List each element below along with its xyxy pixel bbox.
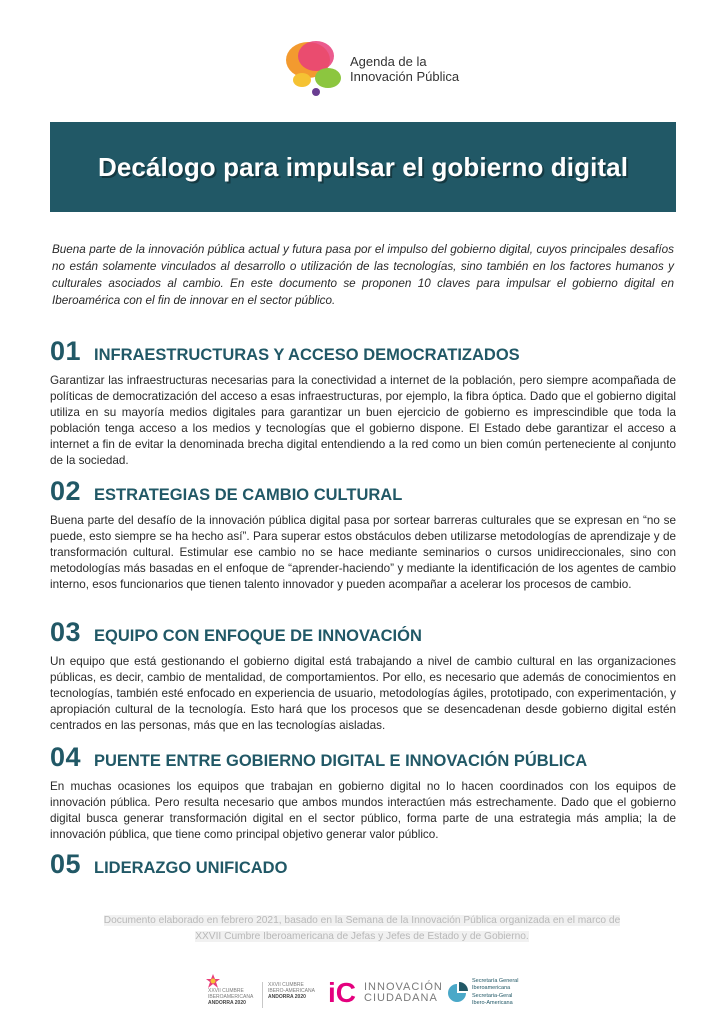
partner-logos	[206, 972, 526, 1012]
segib-icon	[446, 982, 468, 1004]
section-title: ESTRATEGIAS DE CAMBIO CULTURAL	[94, 486, 403, 504]
brand-line-1: Agenda de la	[350, 54, 427, 69]
intro-paragraph: Buena parte de la innovación pública actual y futura pasa por el impulso del gobierno digital, cuyos principales desafíos no están solamente vinculados al desarrollo o utilización de las tecnologías, sino también en los factores humanos y culturales asociados al cambio. En este documento se proponen 10 claves para impulsar el gobierno digital en Iberoamérica con el fin de innovar en el sector público.	[52, 243, 674, 307]
section-heading	[50, 336, 676, 372]
segib-line-2: Iberoamericana	[472, 984, 511, 991]
ic-line-2: CIUDADANA	[364, 992, 438, 1004]
section-number: 01	[50, 336, 82, 366]
cumbre-ca-line-1: XXVII CUMBRE	[208, 988, 244, 994]
section-title: PUENTE ENTRE GOBIERNO DIGITAL E INNOVACIÓN PÚBLICA	[94, 752, 588, 770]
ic-line-1: INNOVACIÓN	[364, 981, 443, 993]
brand-name	[350, 54, 459, 84]
section-body: Buena parte del desafío de la innovación pública digital pasa por sortear barreras culturales que se expresan en “no se puede, esto siempre se ha hecho así”. Para superar estos obstáculos deben utilizarse metodologías de aprendizaje y de transformación cultural. Estimular ese cambio no se hace mediante seminarios o cursos unidireccionales, sino con metodologías más basadas en el enfoque de “aprender-haciendo” y mediante la identificación de los agentes de cambio interno, esos funcionarios que tienen talento innovador y pueden acompañar a acelerar los procesos de cambio.	[50, 514, 676, 591]
cumbre-es-line-3: ANDORRA 2020	[268, 994, 306, 1000]
section-heading	[50, 742, 676, 778]
section-body: Garantizar las infraestructuras necesarias para la conectividad a internet de la población, pero siempre acompañada de políticas de democratización del acceso a esas infraestructuras, por ejemplo, la fibra óptica. Dado que el gobierno digital utiliza en su mayoría medios digitales para garantizar un buen ejercicio de gobierno es imprescindible que toda la población tenga acceso a los medios y tecnologías que el gobierno dispone. El Estado debe garantizar el acceso a internet a fin de evitar la denominada brecha digital entendiendo a la red como un bien común perteneciente al conjunto de la sociedad.	[50, 374, 676, 467]
page-title: Decálogo para impulsar el gobierno digital	[97, 151, 629, 182]
ic-logo-text	[364, 982, 443, 1004]
ic-logo-mark: iC	[328, 977, 356, 1008]
section-heading	[50, 617, 676, 653]
cumbre-es-line-2: IBERO-AMERICANA	[268, 988, 315, 994]
footer-line-1: Documento elaborado en febrero 2021, basado en la Semana de la Innovación Pública organizada en el marco de	[103, 915, 621, 926]
footer-note	[70, 913, 654, 945]
section-number: 02	[50, 476, 82, 506]
section-number: 03	[50, 617, 82, 647]
section-05	[50, 849, 676, 885]
section-heading	[50, 849, 676, 885]
section-03	[50, 617, 676, 734]
cumbre-star-icon	[206, 974, 220, 988]
section-02	[50, 476, 676, 593]
cumbre-es-line-1: XXVII CUMBRE	[268, 982, 304, 988]
cumbre-ca-line-2: IBEROAMERICANA	[208, 994, 254, 1000]
brand-header	[282, 38, 482, 98]
segib-line-4: Ibero-Americana	[472, 999, 513, 1006]
section-heading	[50, 476, 676, 512]
section-title: LIDERAZGO UNIFICADO	[94, 859, 288, 877]
footer-line-2: XXVII Cumbre Iberoamericana de Jefas y Jefes de Estado y de Gobierno.	[195, 931, 529, 942]
section-title: EQUIPO CON ENFOQUE DE INNOVACIÓN	[94, 627, 422, 645]
section-body: En muchas ocasiones los equipos que trabajan en gobierno digital no lo hacen coordinados con los equipos de innovación pública. Pero resulta necesario que ambos mundos interactúen más estrechamente. Dado que el gobierno digital busca generar transformación digital en el sector público, forma parte de una estrategia más amplia; la de innovación pública, que tiene como principal objetivo generar valor público.	[50, 780, 676, 841]
section-title: INFRAESTRUCTURAS Y ACCESO DEMOCRATIZADOS	[94, 346, 520, 364]
cumbre-logo-ca	[208, 988, 253, 1006]
segib-logo-text	[472, 978, 518, 1006]
brand-line-2: Innovación Pública	[350, 69, 460, 84]
segib-line-1: Secretaría General	[472, 978, 519, 984]
agenda-logo-icon	[282, 38, 346, 98]
cumbre-ca-line-3: ANDORRA 2020	[208, 1000, 246, 1006]
section-01	[50, 336, 676, 469]
segib-line-3: Secretaria-Geral	[472, 993, 513, 999]
title-banner	[50, 122, 676, 212]
logo-divider	[262, 982, 263, 1008]
section-body: Un equipo que está gestionando el gobierno digital está trabajando a nivel de cambio cultural en las organizaciones públicas, es decir, cambio de mentalidad, de comportamientos. Por ello, es necesario que además de conocimientos en tecnologías, también esté enfocado en experiencia de usuario, metodologías ágiles, prototipado, con experimentación, y apropiación cultural de la tecnología. Esto hará que los procesos que se desencadenan desde gobierno digital estén centrados en las personas, más que en las tecnologías aisladas.	[50, 655, 676, 732]
section-04	[50, 742, 676, 843]
section-number: 05	[50, 849, 82, 879]
cumbre-logo-es	[268, 982, 315, 1000]
section-number: 04	[50, 742, 82, 772]
